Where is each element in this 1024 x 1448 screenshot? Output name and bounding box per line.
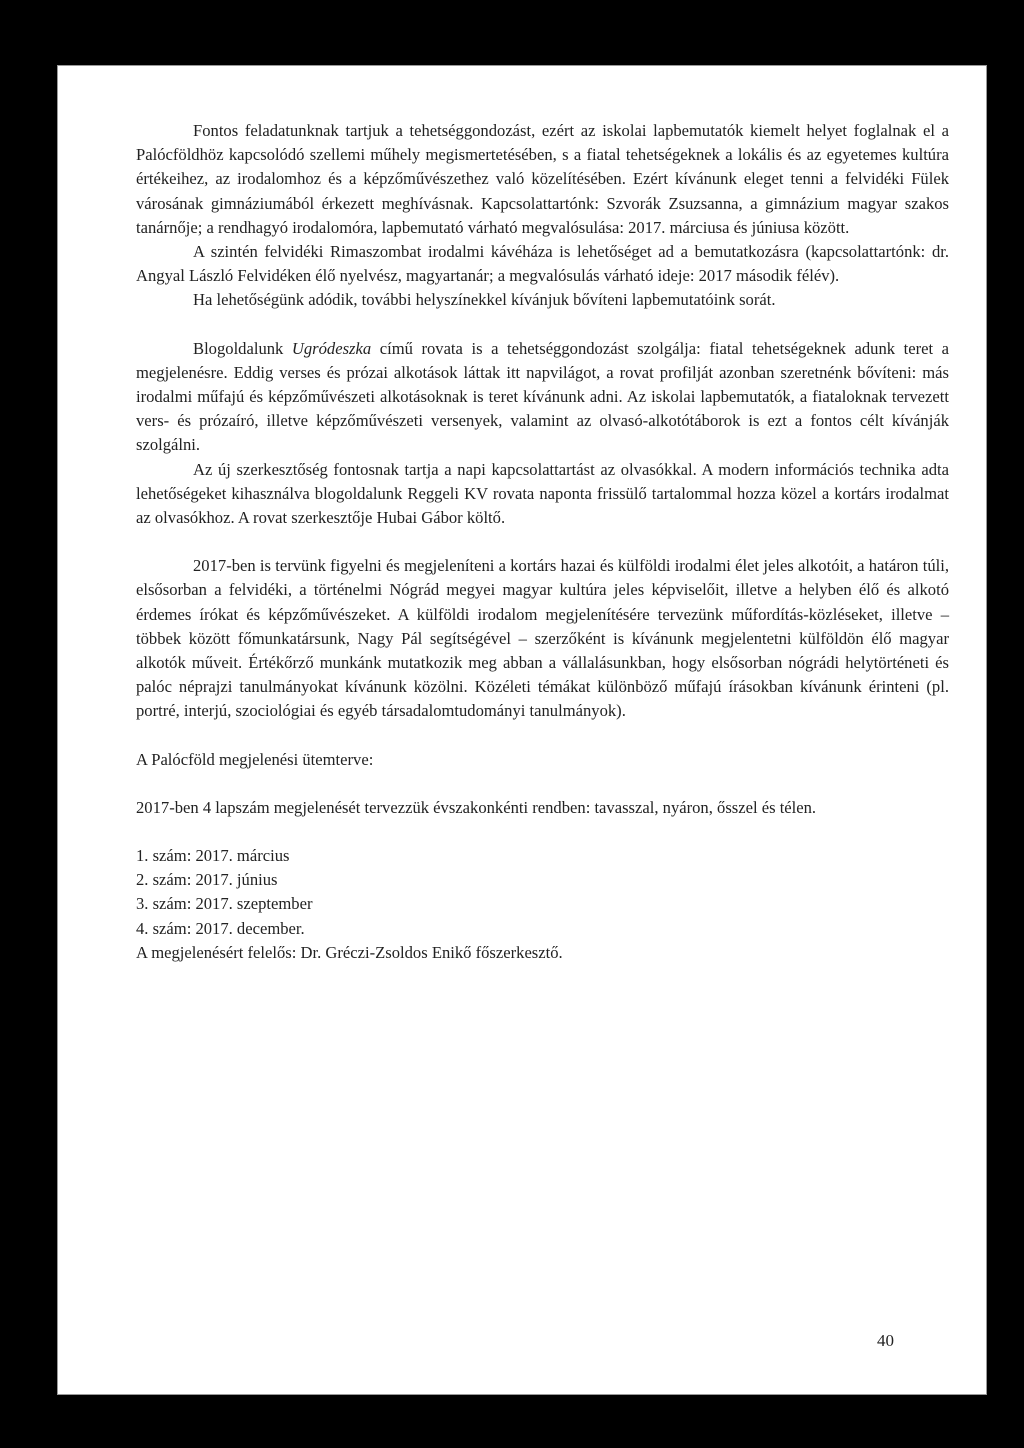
body-text <box>136 119 949 965</box>
paragraph-blog-ugrodeszka <box>136 337 949 458</box>
spacer <box>136 530 949 554</box>
paragraph-editorial: Az új szerkesztőség fontosnak tartja a napi kapcsolattartást az olvasókkal. A modern információs technika adta lehetőségeket kihasználva blogoldalunk Reggeli KV rovata naponta frissülő tartalommal hozza közel a kortárs irodalmat az olvasókhoz. A rovat szerkesztője Hubai Gábor költő. <box>136 459 949 528</box>
column-title: Ugródeszka <box>291 338 372 358</box>
document-page <box>57 65 987 1395</box>
paragraph-talent-care: Fontos feladatunknak tartjuk a tehetséggondozást, ezért az iskolai lapbemutatók kiemelt helyet foglalnak el a Palócföldhöz kapcsolódó szellemi műhely megismertetésében, s a fiatal tehetségeknek a lokális és az egyetemes kultúra értékeihez, az irodalomhoz és a képzőművészethez való közelítésében. Ezért kívánunk eleget tenni a felvidéki Fülek városának gimnáziumából érkezett meghívásnak. Kapcsolattartónk: Szvorák Zsuzsanna, a gimnázium magyar szakos tanárnője; a rendhagyó irodalomóra, lapbemutató várható megvalósulása: 2017. márciusa és júniusa között. <box>136 121 949 237</box>
list-item: 3. szám: 2017. szeptember <box>136 894 313 914</box>
paragraph-plans-2017: 2017-ben is tervünk figyelni és megjeleníteni a kortárs hazai és külföldi irodalmi élet jeles alkotóit, a határon túli, elsősorban a felvidéki, a történelmi Nógrád megyei magyar kultúra jeles képviselőit, illetve a helyben élő és alkotó érdemes írókat és képzőművészeket. A külföldi irodalom megjelenítésére tervezünk műfordítás-közléseket, illetve – többek között főmunkatársunk, Nagy Pál segítségével – szerzőként is kívánunk megjelentetni külföldön élő magyar alkotók műveit. Értékőrző munkánk mutatkozik meg abban a vállalásunkban, hogy elsősorban nógrádi helytörténeti és palóc néprajzi tanulmányokat kívánunk közölni. Közéleti témákat különböző műfajú írásokban kívánunk érinteni (pl. portré, interjú, szociológiai és egyéb társadalomtudományi tanulmányok). <box>136 556 949 721</box>
spacer <box>136 772 949 796</box>
paragraph-issues: 2017-ben 4 lapszám megjelenését tervezzük évszakonkénti rendben: tavasszal, nyáron, ősszel és télen. <box>136 797 817 817</box>
schedule-heading: A Palócföld megjelenési ütemterve: <box>136 749 374 769</box>
paragraph-more-venues: Ha lehetőségünk adódik, további helyszínekkel kívánjuk bővíteni lapbemutatóink sorát. <box>193 290 776 310</box>
spacer <box>136 820 949 844</box>
list-item: 4. szám: 2017. december. <box>136 918 305 938</box>
spacer <box>136 313 949 337</box>
page-number: 40 <box>877 1331 894 1350</box>
blog-text-rest: című rovata is a tehetséggondozást szolgálja: fiatal tehetségeknek adunk teret a megjelenésre. Eddig verses és prózai alkotások láttak itt napvilágot, a rovat profilját azonban szeretnénk bővíteni: más irodalmi műfajú és képzőművészeti alkotásoknak is teret kívánunk adni. Az iskolai lapbemutatók, a fiataloknak tervezett vers- és prózaíró, illetve képzőművészeti versenyek, valamint az olvasó-alkotótáborok is ezt a fontos célt kívánják szolgálni. <box>136 338 949 455</box>
responsible-editor: A megjelenésért felelős: Dr. Gréczi-Zsoldos Enikő főszerkesztő. <box>136 942 563 962</box>
spacer <box>136 724 949 748</box>
list-item: 2. szám: 2017. június <box>136 870 278 890</box>
paragraph-rimaszombat: A szintén felvidéki Rimaszombat irodalmi kávéháza is lehetőséget ad a bemutatkozásra (kapcsolattartónk: dr. Angyal László Felvidéken élő nyelvész, magyartanár; a megvalósulás várható ideje: 2017 második félév). <box>136 242 949 286</box>
blog-text-start: Blogoldalunk <box>193 338 292 358</box>
issue-schedule-list <box>136 844 949 941</box>
list-item: 1. szám: 2017. március <box>136 846 290 866</box>
